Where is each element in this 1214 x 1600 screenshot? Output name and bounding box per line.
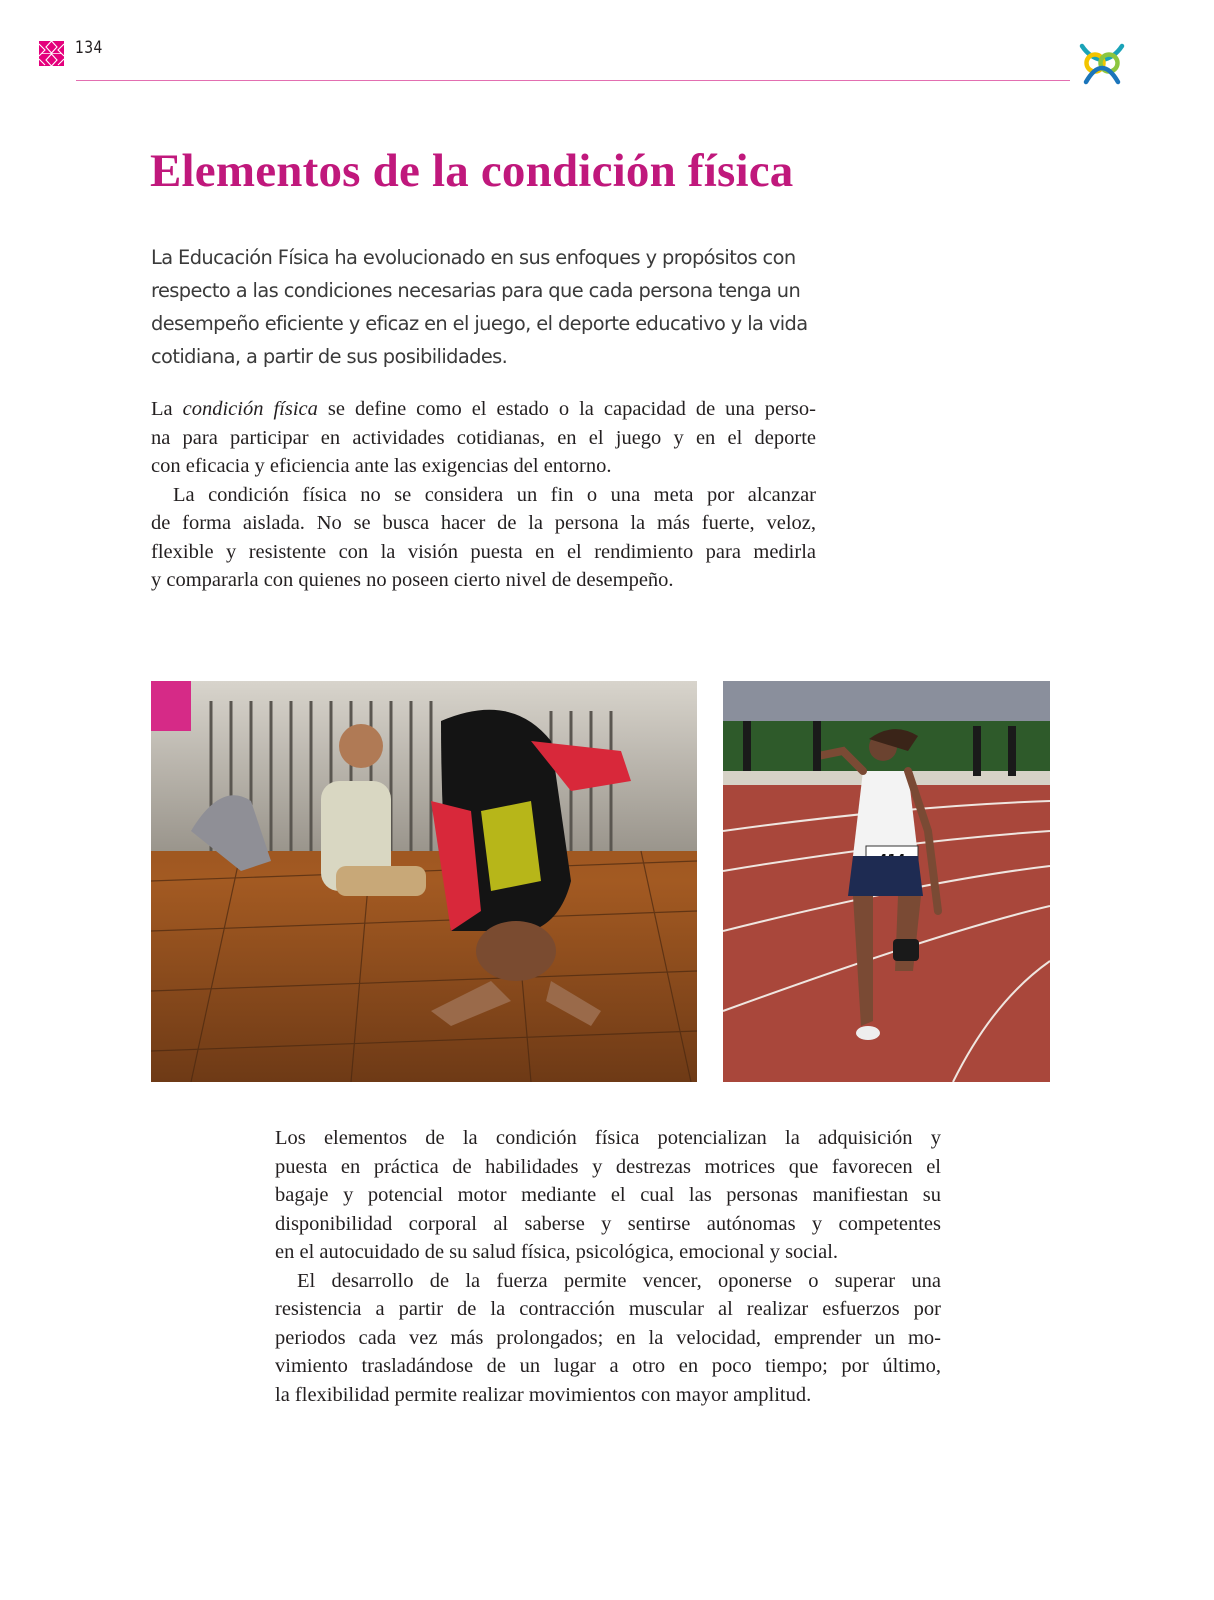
intro-line: respecto a las condiciones necesarias para que cada persona tenga un [151, 279, 801, 302]
definition-line1-rest: se define como el estado o la capacidad de una perso- [317, 398, 816, 420]
aim-line: y compararla con quienes no poseen cierto nivel de desempeño. [151, 569, 674, 591]
photo-runner-track [723, 681, 1050, 1082]
development-line: periodos cada vez más prolongados; en la velocidad, emprender un mo- [275, 1326, 941, 1349]
page-title: Elementos de la condición física [150, 145, 794, 197]
aim-line: flexible y resistente con la visión puesta en el rendimiento para medirla [151, 540, 816, 563]
pink-textile-pattern-icon [39, 41, 64, 66]
aim-line: de forma aislada. No se busca hacer de la persona la más fuerte, veloz, [151, 512, 816, 534]
elements-line: disponibilidad corporal al saberse y sentirse autónomas y competentes [275, 1212, 941, 1235]
definition-lead: La [151, 398, 183, 420]
intro-line: cotidiana, a partir de sus posibilidades. [151, 345, 508, 368]
development-line: la flexibilidad permite realizar movimientos con mayor amplitud. [275, 1383, 812, 1406]
aim-line: La condición física no se considera un fin o una meta por alcanzar [173, 483, 816, 506]
elements-section [275, 1124, 941, 1409]
elements-line: puesta en práctica de habilidades y destrezas motrices que favorecen el [275, 1155, 941, 1178]
photo-breakdance-headstand [151, 681, 697, 1082]
intro-paragraph [151, 241, 871, 373]
elements-line: bagaje y potencial motor mediante el cual las personas manifiestan su [275, 1184, 941, 1206]
elements-line: Los elementos de la condición física potencializan la adquisición y [275, 1127, 941, 1149]
intro-line: La Educación Física ha evolucionado en sus enfoques y propósitos con [151, 246, 796, 269]
definition-term: condición física [182, 398, 318, 420]
header-rule [76, 80, 1070, 81]
development-line: vimiento trasladándose de un lugar a otro en poco tiempo; por último, [275, 1355, 941, 1377]
definition-line: con eficacia y eficiencia ante las exigencias del entorno. [151, 455, 612, 477]
development-line: El desarrollo de la fuerza permite vencer, oponerse o superar una [297, 1269, 941, 1292]
page-number: 134 [75, 38, 103, 58]
intro-line: desempeño eficiente y eficaz en el juego, el deporte educativo y la vida [151, 312, 808, 335]
elements-line: en el autocuidado de su salud física, psicológica, emocional y social. [275, 1241, 839, 1263]
multicolor-figure-logo-icon [1078, 38, 1126, 86]
development-line: resistencia a partir de la contracción muscular al realizar esfuerzos por [275, 1298, 941, 1320]
definition-section [151, 395, 816, 595]
definition-line: na para participar en actividades cotidianas, en el juego y en el deporte [151, 426, 816, 449]
definition-line [151, 395, 816, 424]
